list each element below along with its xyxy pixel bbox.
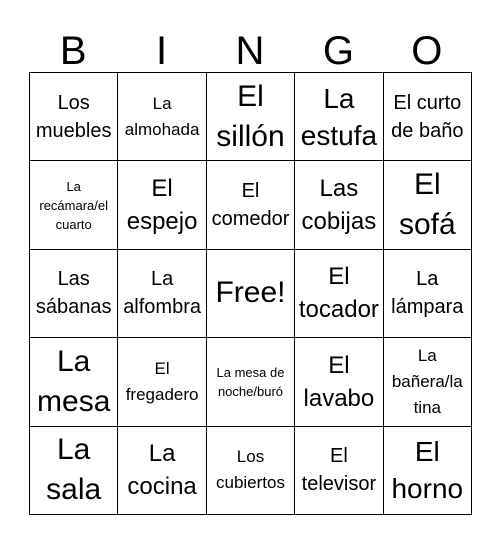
- bingo-cell[interactable]: [207, 338, 295, 426]
- bingo-cell[interactable]: [118, 427, 206, 515]
- bingo-cell[interactable]: [207, 161, 295, 249]
- cell-label: La mesa de noche/buró: [216, 364, 285, 399]
- bingo-cell[interactable]: [384, 427, 472, 515]
- bingo-cell[interactable]: [30, 73, 118, 161]
- cell-label: Las sábanas: [35, 268, 112, 319]
- bingo-cell[interactable]: [118, 338, 206, 426]
- bingo-cell[interactable]: [30, 161, 118, 249]
- header-letter-o: O: [411, 29, 443, 73]
- cell-label: El tocador: [298, 263, 379, 324]
- cell-label: El lavabo: [303, 351, 375, 412]
- cell-label: El televisor: [301, 445, 377, 496]
- cell-label: El sillón: [216, 79, 285, 153]
- bingo-cell[interactable]: [384, 161, 472, 249]
- bingo-cell[interactable]: [384, 73, 472, 161]
- bingo-cell[interactable]: [207, 250, 295, 338]
- bingo-cell[interactable]: [118, 73, 206, 161]
- bingo-cell[interactable]: [295, 161, 383, 249]
- bingo-cell[interactable]: [295, 73, 383, 161]
- cell-label: El fregadero: [125, 358, 199, 404]
- cell-label: El curto de baño: [391, 91, 464, 142]
- bingo-cell[interactable]: [30, 338, 118, 426]
- header-letter-n: N: [235, 29, 265, 73]
- cell-label: La mesa: [37, 344, 111, 418]
- bingo-cell[interactable]: [30, 250, 118, 338]
- bingo-cell[interactable]: [207, 73, 295, 161]
- bingo-header: [29, 28, 471, 72]
- bingo-cell[interactable]: [118, 161, 206, 249]
- bingo-grid: [29, 72, 472, 515]
- cell-label: La cocina: [127, 440, 197, 501]
- cell-label: El sofá: [398, 168, 456, 242]
- cell-label: Los cubiertos: [216, 447, 285, 493]
- bingo-cell[interactable]: [384, 338, 472, 426]
- cell-label: El horno: [391, 436, 464, 505]
- cell-label: La almohada: [124, 93, 200, 139]
- bingo-cell[interactable]: [118, 250, 206, 338]
- bingo-cell[interactable]: [30, 427, 118, 515]
- cell-label: Las cobijas: [301, 175, 377, 236]
- cell-label: La sala: [46, 433, 102, 507]
- cell-label: Los muebles: [35, 91, 112, 142]
- cell-label: La alfombra: [123, 268, 201, 319]
- bingo-cell[interactable]: [207, 427, 295, 515]
- bingo-cell[interactable]: [384, 250, 472, 338]
- header-letter-g: G: [322, 29, 354, 73]
- free-space-label: Free!: [215, 276, 286, 310]
- cell-label: El espejo: [126, 175, 198, 236]
- cell-label: El comedor: [211, 180, 290, 231]
- cell-label: La bañera/la tina: [391, 345, 463, 417]
- header-letter-i: I: [156, 29, 168, 73]
- bingo-cell[interactable]: [295, 338, 383, 426]
- header-letter-b: B: [59, 29, 87, 73]
- cell-label: La recámara/el cuarto: [39, 178, 109, 232]
- bingo-cell[interactable]: [295, 427, 383, 515]
- cell-label: La lámpara: [391, 268, 464, 319]
- bingo-cell[interactable]: [295, 250, 383, 338]
- cell-label: La estufa: [300, 82, 378, 151]
